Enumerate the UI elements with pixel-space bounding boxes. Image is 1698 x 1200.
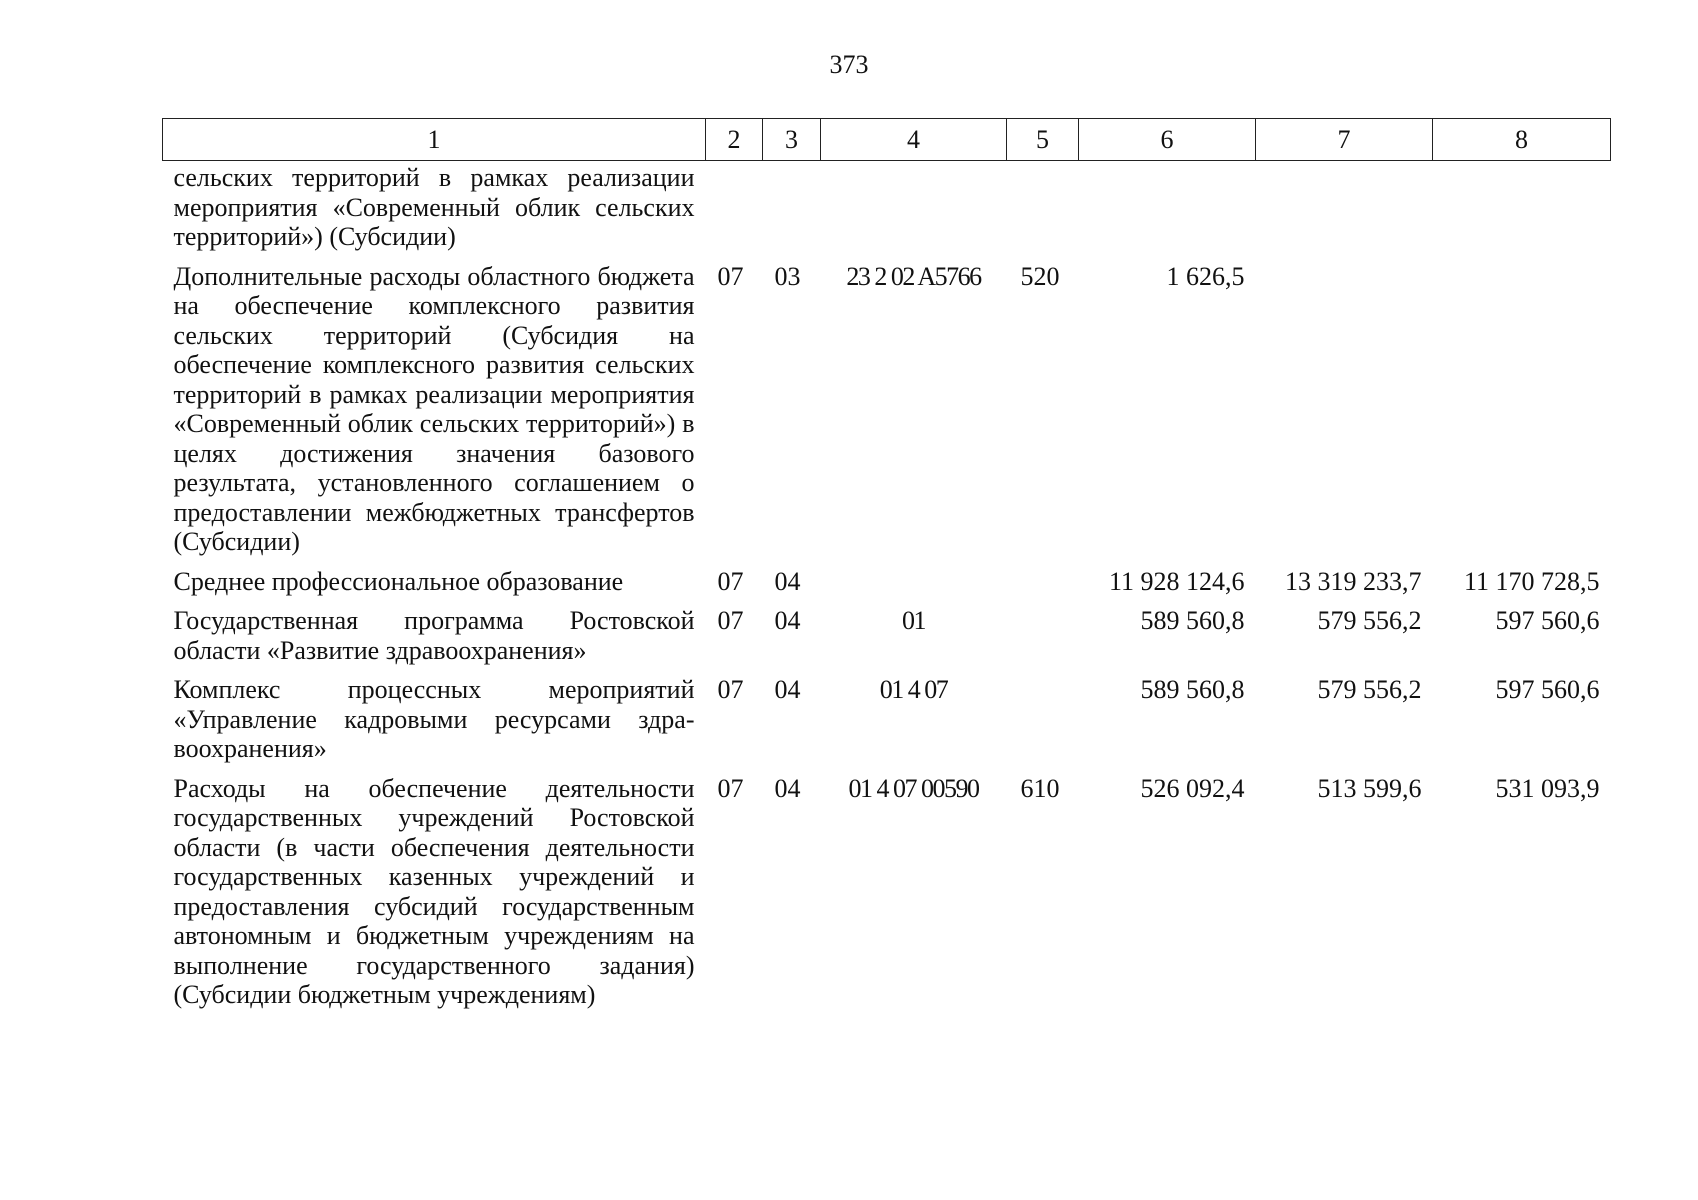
row-subsection: 04 xyxy=(774,773,801,803)
row-amount-col6: 589 560,8 xyxy=(1140,606,1245,635)
row-subsection: 03 xyxy=(774,261,801,291)
header-col-5: 5 xyxy=(1007,119,1079,161)
row-amount-col7: 579 556,2 xyxy=(1317,606,1422,635)
row-subsection: 04 xyxy=(774,606,801,635)
row-amount-col8 xyxy=(1433,161,1611,262)
table-row xyxy=(163,262,1611,567)
page-number: 373 xyxy=(829,50,869,79)
header-col-8: 8 xyxy=(1433,119,1611,161)
table-row xyxy=(163,606,1611,675)
row-amount-col6: 11 928 124,6 xyxy=(1108,566,1245,596)
row-section xyxy=(706,161,763,262)
row-target-code xyxy=(821,161,1007,262)
row-amount-col6: 1 626,5 xyxy=(1166,261,1245,291)
row-target-code xyxy=(821,567,1007,607)
row-section: 07 xyxy=(717,261,744,291)
row-target-code: 01 4 07 00590 xyxy=(848,773,979,803)
row-amount-col7 xyxy=(1256,262,1433,567)
row-target-code: 23 2 02 A5766 xyxy=(846,261,981,291)
row-amount-col6: 589 560,8 xyxy=(1140,675,1245,704)
row-expense-type: 610 xyxy=(1020,773,1060,803)
row-name: Комплекс процессных мероприятий «Управление кадровыми ресурсами здравоохранения» xyxy=(173,675,695,763)
row-amount-col7: 513 599,6 xyxy=(1317,773,1422,803)
table-row xyxy=(163,774,1611,1020)
row-name: Среднее профессиональное образование xyxy=(173,566,624,596)
row-amount-col8 xyxy=(1433,262,1611,567)
header-col-7: 7 xyxy=(1256,119,1433,161)
row-expense-type xyxy=(1007,567,1079,607)
budget-table xyxy=(162,118,1611,1020)
row-amount-col8: 11 170 728,5 xyxy=(1463,566,1600,596)
row-amount-col7: 579 556,2 xyxy=(1317,675,1422,704)
row-amount-col6 xyxy=(1079,161,1256,262)
row-expense-type: 520 xyxy=(1020,261,1060,291)
row-target-code: 01 4 07 xyxy=(879,675,948,704)
row-amount-col8: 597 560,6 xyxy=(1495,606,1600,635)
header-col-3: 3 xyxy=(763,119,821,161)
row-name: Государственная программа Ростовской области «Развитие здравоохранения» xyxy=(173,606,695,665)
row-target-code: 01 xyxy=(902,606,925,635)
table-row xyxy=(163,161,1611,262)
row-name: Дополнительные расходы областного бюджета на обеспечение комплексного развития сельских территорий (Субсидия на обеспечение комплексного развития сельских территорий в рамках реализации мероприятия «Современный облик сельских территорий») в целях достижения значения базового результата, установленного соглашением о предоставлении межбюджетных трансфертов (Субсидии) xyxy=(173,261,695,556)
row-section: 07 xyxy=(717,675,744,704)
table-row xyxy=(163,567,1611,607)
header-col-4: 4 xyxy=(821,119,1007,161)
row-name: сельских территорий в рамках реализации мероприятия «Современный облик сельских территорий») (Субсидии) xyxy=(173,163,695,251)
row-amount-col8: 597 560,6 xyxy=(1495,675,1600,704)
row-subsection: 04 xyxy=(774,566,801,596)
header-col-1: 1 xyxy=(163,119,706,161)
table-row xyxy=(163,675,1611,774)
row-section: 07 xyxy=(717,773,744,803)
header-col-2: 2 xyxy=(706,119,763,161)
row-expense-type xyxy=(1007,606,1079,675)
row-expense-type xyxy=(1007,161,1079,262)
row-name: Расходы на обеспечение деятельности государственных учреждений Ростовской области (в части обеспечения деятельности государственных казенных учреждений и предоставления субсидий государственным автономным и бюджетным учреждениям на выполнение государственного задания) (Субсидии бюджетным учреждениям) xyxy=(173,773,695,1009)
row-amount-col6: 526 092,4 xyxy=(1140,773,1245,803)
row-amount-col7: 13 319 233,7 xyxy=(1285,566,1422,596)
row-amount-col8: 531 093,9 xyxy=(1495,773,1600,803)
row-expense-type xyxy=(1007,675,1079,774)
row-section: 07 xyxy=(717,606,744,635)
header-col-6: 6 xyxy=(1079,119,1256,161)
row-section: 07 xyxy=(717,566,744,596)
row-subsection xyxy=(763,161,821,262)
row-subsection: 04 xyxy=(774,675,801,704)
row-amount-col7 xyxy=(1256,161,1433,262)
table-header-row xyxy=(163,119,1611,161)
